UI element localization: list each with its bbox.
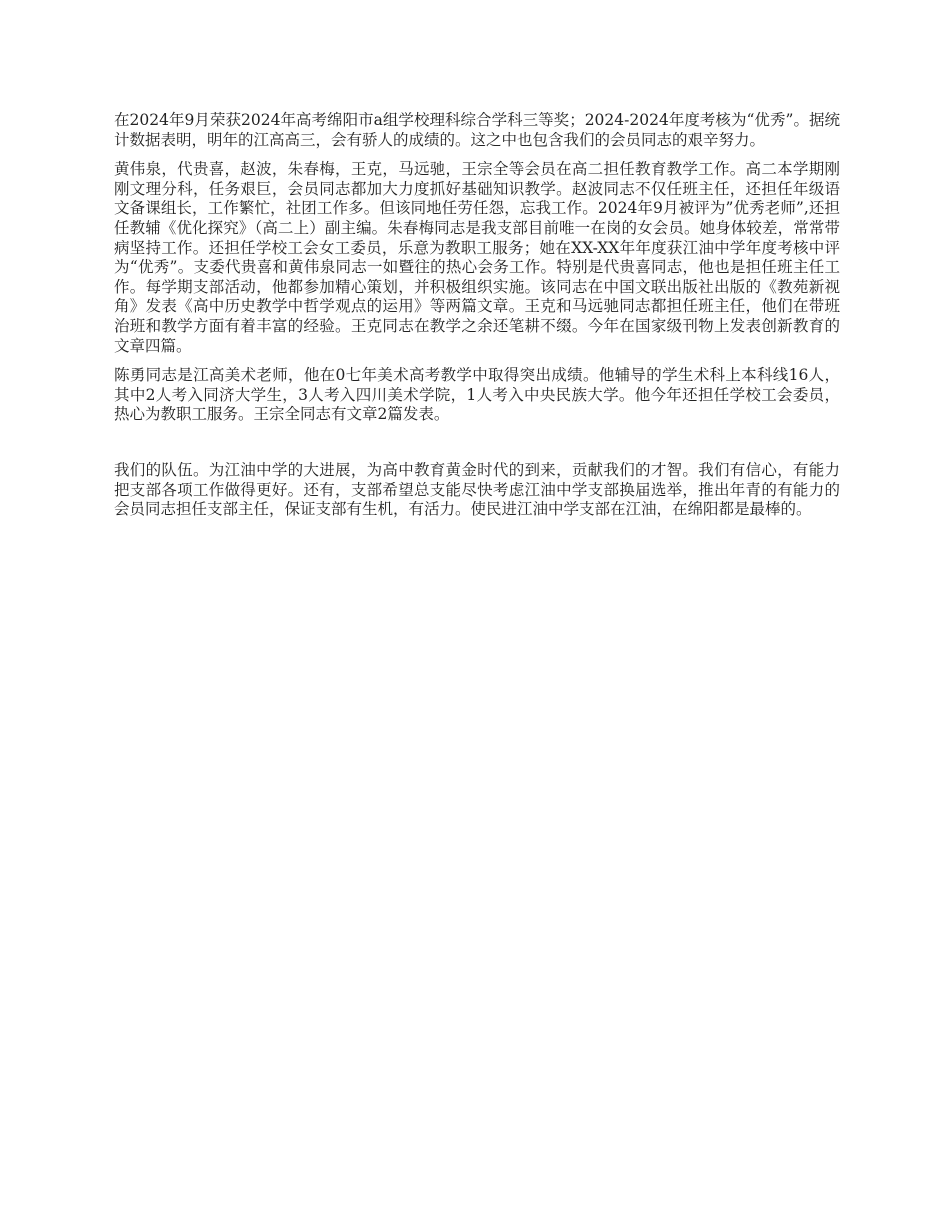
paragraph-art-teacher: 陈勇同志是江高美术老师，他在0七年美术高考教学中取得突出成绩。他辅导的学生术科上本科线16人，其中2人考入同济大学生，3人考入四川美术学院，1人考入中央民族大学。他今年还担任学校工会委员，热心为教职工服务。王宗全同志有文章2篇发表。 [114, 366, 840, 424]
paragraph-award: 在2024年9月荣获2024年高考绵阳市a组学校理科综合学科三等奖；2024-2024年度考核为“优秀”。据统计数据表明，明年的江高高三，会有骄人的成绩的。这之中也包含我们的会员同志的艰辛努力。 [114, 111, 840, 149]
document-body [114, 111, 840, 530]
paragraph-closing: 我们的队伍。为江油中学的大进展，为高中教育黄金时代的到来，贡献我们的才智。我们有信心，有能力把支部各项工作做得更好。还有，支部希望总支能尽快考虑江油中学支部换届选举，推出年青的有能力的会员同志担任支部主任，保证支部有生机，有活力。使民进江油中学支部在江油，在绵阳都是最棒的。 [114, 460, 840, 519]
paragraph-grade-two-members: 黄伟泉，代贵喜，赵波，朱春梅，王克，马远驰，王宗全等会员在高二担任教育教学工作。高二本学期刚刚文理分科，任务艰巨，会员同志都加大力度抓好基础知识教学。赵波同志不仅任班主任，还担任年级语文备课组长，工作繁忙，社团工作多。但该同地任劳任怨，忘我工作。2024年9月被评为”优秀老师”,还担任教辅《优化探究》（高二上）副主编。朱春梅同志是我支部目前唯一在岗的女会员。她身体较差，常常带病坚持工作。还担任学校工会女工委员，乐意为教职工服务；她在XX-XX年年度获江油中学年度考核中评为“优秀”。支委代贵喜和黄伟泉同志一如暨往的热心会务工作。特别是代贵喜同志，他也是担任班主任工作。每学期支部活动，他都参加精心策划，并积极组织实施。该同志在中国文联出版社出版的《教苑新视角》发表《高中历史教学中哲学观点的运用》等两篇文章。王克和马远驰同志都担任班主任，他们在带班治班和教学方面有着丰富的经验。王克同志在教学之余还笔耕不缀。今年在国家级刊物上发表创新教育的文章四篇。 [114, 160, 840, 355]
